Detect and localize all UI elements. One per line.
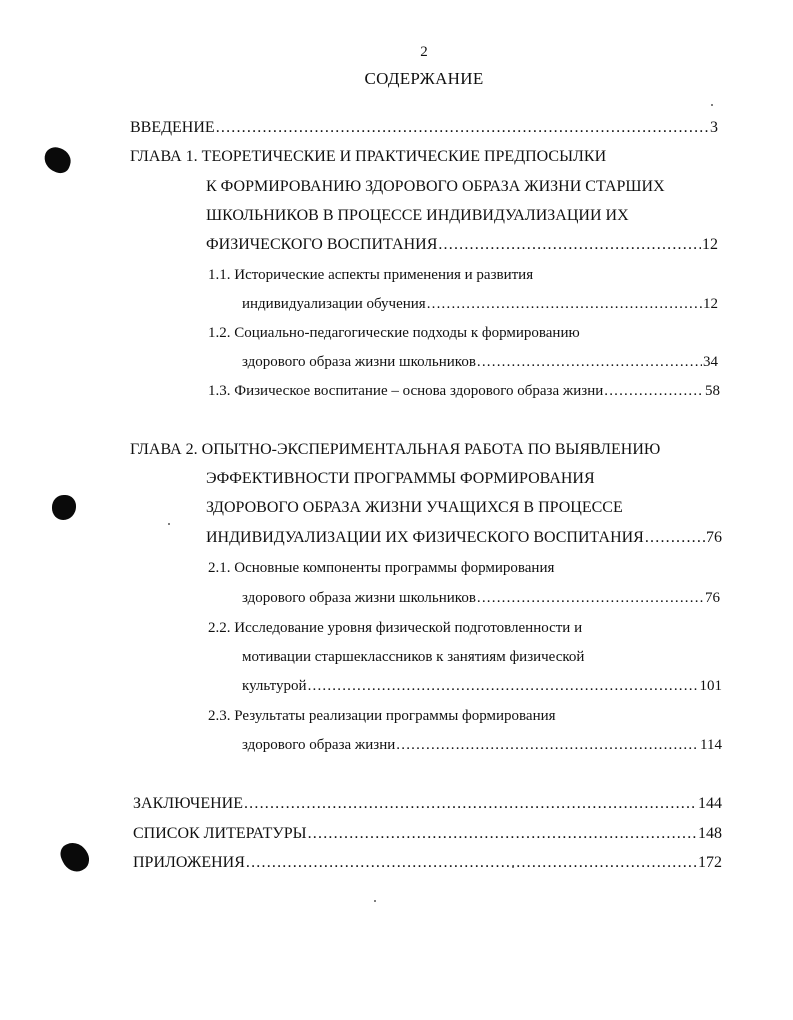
toc-page: 172 [698, 854, 722, 871]
toc-page: 12 [703, 296, 718, 312]
toc-entry-section-1-1 [242, 294, 718, 314]
chapter-2-heading-line: ЗДОРОВОГО ОБРАЗА ЖИЗНИ УЧАЩИХСЯ В ПРОЦЕССЕ [206, 499, 623, 516]
toc-page: 12 [702, 236, 718, 253]
toc-leader [244, 794, 697, 814]
toc-label: ВВЕДЕНИЕ [130, 119, 215, 136]
toc-entry-conclusion [133, 794, 722, 814]
chapter-1-heading-line: К ФОРМИРОВАНИЮ ЗДОРОВОГО ОБРАЗА ЖИЗНИ СТАРШИХ [206, 178, 665, 195]
scan-blot [52, 495, 76, 520]
section-2-1-title: 2.1. Основные компоненты программы формирования [208, 560, 555, 576]
toc-entry-chapter-1 [206, 235, 718, 255]
toc-page: 76 [706, 529, 722, 546]
toc-leader [477, 352, 702, 372]
toc-page: 101 [699, 678, 722, 694]
toc-page: 34 [703, 354, 718, 370]
toc-entry-section-2-3 [242, 735, 722, 755]
toc-entry-section-1-3 [208, 381, 720, 401]
toc-entry-section-2-2 [242, 676, 722, 696]
chapter-1-heading: ГЛАВА 1. ТЕОРЕТИЧЕСКИЕ И ПРАКТИЧЕСКИЕ ПРЕДПОСЫЛКИ [130, 148, 607, 165]
scan-blot [57, 838, 93, 876]
toc-leader [308, 676, 699, 696]
scan-blot [41, 144, 75, 176]
toc-label: здорового образа жизни школьников [242, 590, 476, 606]
toc-leader [216, 118, 709, 138]
scan-speck [168, 523, 170, 525]
toc-entry-chapter-2 [206, 528, 722, 548]
toc-page: 114 [700, 737, 722, 753]
toc-label: ФИЗИЧЕСКОГО ВОСПИТАНИЯ [206, 236, 438, 253]
toc-entry-intro [130, 118, 718, 138]
toc-leader [246, 853, 697, 873]
toc-label: ИНДИВИДУАЛИЗАЦИИ ИХ ФИЗИЧЕСКОГО ВОСПИТАНИЯ [206, 529, 644, 546]
toc-label: СПИСОК ЛИТЕРАТУРЫ [133, 825, 307, 842]
toc-label: ПРИЛОЖЕНИЯ [133, 854, 245, 871]
toc-page: 3 [710, 119, 718, 136]
scan-speck [711, 104, 713, 106]
toc-leader [604, 381, 704, 401]
toc-leader [645, 528, 705, 548]
toc-leader [308, 824, 697, 844]
section-1-1-title: 1.1. Исторические аспекты применения и развития [208, 267, 534, 283]
toc-label: здорового образа жизни школьников [242, 354, 476, 370]
toc-page: 76 [705, 590, 720, 606]
toc-label: 1.3. Физическое воспитание – основа здорового образа жизни [208, 383, 604, 399]
page-title: СОДЕРЖАНИЕ [364, 69, 484, 88]
toc-page: 148 [698, 825, 722, 842]
section-1-2-title: 1.2. Социально-педагогические подходы к формированию [208, 325, 580, 341]
section-2-2-title-line: мотивации старшеклассников к занятиям физической [242, 649, 585, 665]
chapter-2-heading-line: ЭФФЕКТИВНОСТИ ПРОГРАММЫ ФОРМИРОВАНИЯ [206, 470, 595, 487]
toc-label: культурой [242, 678, 307, 694]
toc-leader [477, 588, 704, 608]
chapter-2-heading: ГЛАВА 2. ОПЫТНО-ЭКСПЕРИМЕНТАЛЬНАЯ РАБОТА ПО ВЫЯВЛЕНИЮ [130, 441, 661, 458]
toc-label: здорового образа жизни [242, 737, 396, 753]
section-2-2-title: 2.2. Исследование уровня физической подготовленности и [208, 620, 583, 636]
page-number: 2 [420, 44, 428, 60]
toc-leader [396, 735, 699, 755]
chapter-1-heading-line: ШКОЛЬНИКОВ В ПРОЦЕССЕ ИНДИВИДУАЛИЗАЦИИ ИХ [206, 207, 629, 224]
scan-speck [512, 866, 514, 868]
toc-entry-appendix [133, 853, 722, 873]
toc-entry-references [133, 824, 722, 844]
scan-speck [374, 900, 376, 902]
toc-entry-section-2-1 [242, 588, 720, 608]
toc-page: 144 [698, 795, 722, 812]
toc-label: индивидуализации обучения [242, 296, 426, 312]
toc-label: ЗАКЛЮЧЕНИЕ [133, 795, 243, 812]
toc-entry-section-1-2 [242, 352, 718, 372]
toc-page: 58 [705, 383, 720, 399]
section-2-3-title: 2.3. Результаты реализации программы формирования [208, 708, 556, 724]
toc-leader [438, 235, 701, 255]
toc-leader [427, 294, 702, 314]
